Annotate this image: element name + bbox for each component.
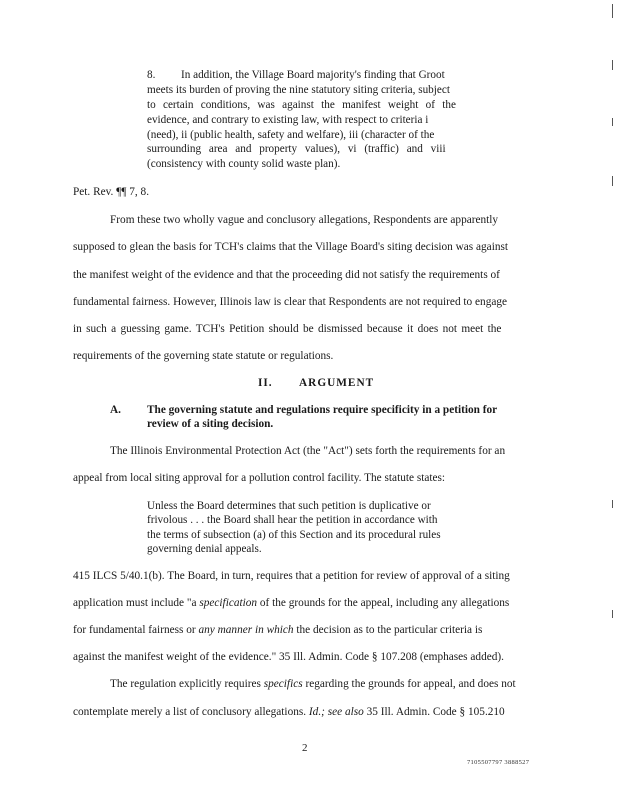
subheading-letter: A. (110, 404, 121, 416)
body-text-line: The Illinois Environmental Protection Act (the "Act") sets forth the requirements for an (110, 445, 506, 457)
document-id: 7105507797 3888527 (467, 759, 530, 766)
blockquote-1-number: 8. (147, 69, 156, 81)
text-run: the decision as to the particular criteria is (293, 624, 483, 636)
text-run: application must include "a (73, 597, 200, 609)
blockquote-2-line: Unless the Board determines that such petition is duplicative or (147, 500, 431, 512)
body-text-line (73, 705, 505, 719)
body-text-line: appeal from local siting approval for a pollution control facility. The statute states: (73, 472, 446, 484)
section-number: II. (258, 377, 273, 389)
text-run: for fundamental fairness or (73, 624, 199, 636)
subheading-line: review of a siting decision. (147, 418, 274, 430)
blockquote-1-line: In addition, the Village Board majority's finding that Groot (181, 69, 445, 81)
body-text-line: in such a guessing game. TCH's Petition should be dismissed because it does not meet the (73, 323, 502, 335)
text-run: 35 Ill. Admin. Code § 105.210 (363, 706, 505, 718)
body-text-line: From these two wholly vague and conclusory allegations, Respondents are apparently (110, 214, 499, 226)
text-run: contemplate merely a list of conclusory allegations. (73, 706, 309, 718)
body-text-line (73, 596, 509, 610)
text-run: regarding the grounds for appeal, and does not (302, 678, 516, 690)
blockquote-2-line: governing denial appeals. (147, 543, 262, 555)
scan-edge-mark (612, 118, 613, 126)
blockquote-1-line: surrounding area and property values), vi (traffic) and viii (147, 143, 446, 155)
body-text-line: the manifest weight of the evidence and that the proceeding did not satisfy the requirements of (73, 269, 500, 281)
italic-text-run: any manner in which (198, 624, 294, 636)
section-title: ARGUMENT (299, 377, 375, 389)
italic-text-run: Id.; see also (308, 706, 364, 718)
blockquote-2-line: the terms of subsection (a) of this Section and its procedural rules (147, 529, 441, 541)
scan-edge-mark (612, 610, 613, 618)
body-text-line: against the manifest weight of the evidence." 35 Ill. Admin. Code § 107.208 (emphases added). (73, 651, 504, 663)
blockquote-1-line: (consistency with county solid waste plan). (147, 158, 341, 170)
body-text-line: fundamental fairness. However, Illinois law is clear that Respondents are not required to engage (73, 296, 508, 308)
blockquote-1-line: evidence, and contrary to existing law, with respect to criteria i (147, 114, 429, 126)
scan-edge-mark (612, 176, 613, 186)
body-text-line (73, 623, 482, 637)
body-text-line: requirements of the governing state statute or regulations. (73, 350, 334, 362)
blockquote-1-line: meets its burden of proving the nine statutory siting criteria, subject (147, 84, 450, 96)
text-run: The regulation explicitly requires (110, 678, 264, 690)
italic-text-run: specifics (263, 678, 303, 690)
scan-edge-mark (612, 500, 613, 508)
blockquote-1-line: to certain conditions, was against the manifest weight of the (147, 99, 456, 111)
blockquote-1-line: (need), ii (public health, safety and welfare), iii (character of the (147, 129, 435, 141)
blockquote-2-line: frivolous . . . the Board shall hear the petition in accordance with (147, 514, 438, 526)
body-text-line: supposed to glean the basis for TCH's claims that the Village Board's siting decision was against (73, 241, 509, 253)
subheading-line: The governing statute and regulations require specificity in a petition for (147, 404, 498, 416)
citation: Pet. Rev. ¶¶ 7, 8. (73, 186, 150, 198)
body-text-line: 415 ILCS 5/40.1(b). The Board, in turn, requires that a petition for review of approval of a siting (73, 570, 510, 582)
italic-text-run: specification (199, 597, 258, 609)
body-text-line (110, 677, 516, 691)
text-run: of the grounds for the appeal, including any allegations (257, 597, 510, 609)
scan-edge-mark (612, 4, 613, 18)
scan-edge-mark (612, 60, 613, 70)
page-number: 2 (302, 742, 308, 754)
